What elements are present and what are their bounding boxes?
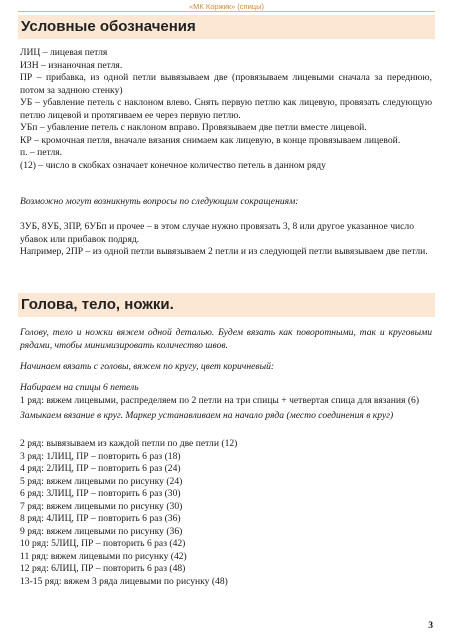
row-instruction: 5 ряд: вяжем лицевыми по рисунку (24) bbox=[20, 475, 183, 487]
legend-item: п. – петля. bbox=[20, 147, 63, 158]
legend-item: ПР – прибавка, из одной петли вывязываем две (провязываем лицевыми сначала за переднюю, потом за заднюю стенку) bbox=[20, 72, 432, 96]
page-number: 3 bbox=[428, 620, 433, 631]
section-title-body: Голова, тело, ножки. bbox=[18, 293, 435, 317]
row-instruction: 7 ряд: вяжем лицевыми по рисунку (30) bbox=[20, 500, 183, 512]
legend-item: КР – кромочная петля, вначале вязания снимаем как лицевую, в конце провязываем лицевой. bbox=[20, 134, 401, 146]
abbreviation-question: Возможно могут возникнуть вопросы по следующим сокращениям: bbox=[20, 196, 299, 207]
abbreviation-line: 3УБ, 8УБ, 3ПР, 6УБп и прочее – в этом случае нужно провязать 3, 8 или другое указанное число убавок или прибавок подряд. bbox=[20, 221, 414, 245]
row-instruction: 13-15 ряд: вяжем 3 ряда лицевыми по рисунку (48) bbox=[20, 575, 228, 587]
row-instruction: 1 ряд: вяжем лицевыми, распределяем по 2 петли на три спицы + четвертая спица для вязания (6) bbox=[20, 394, 420, 406]
legend-item: ЛИЦ – лицевая петля bbox=[20, 47, 108, 58]
rows-list bbox=[20, 438, 432, 588]
page-header: «МК Коржик» (спицы) bbox=[188, 2, 264, 11]
legend-item: ИЗН – изнаночная петля. bbox=[20, 59, 123, 71]
row-instruction: 9 ряд: вяжем лицевыми по рисунку (36) bbox=[20, 525, 183, 537]
row-instruction: 10 ряд: 5ЛИЦ, ПР – повторить 6 раз (42) bbox=[20, 538, 186, 549]
legend-item: (12) – число в скобках означает конечное количество петель в данном ряду bbox=[20, 159, 326, 171]
cast-on-note: Набираем на спицы 6 петель bbox=[20, 382, 139, 393]
abbreviation-notes bbox=[20, 221, 432, 259]
row-instruction: 11 ряд: вяжем лицевыми по рисунку (42) bbox=[20, 550, 187, 562]
row-instruction: 3 ряд: 1ЛИЦ, ПР – повторить 6 раз (18) bbox=[20, 450, 181, 462]
legend-list bbox=[20, 47, 432, 172]
intro-paragraph: Голову, тело и ножки вяжем одной деталью. Будем вязать как поворотными, так и круговыми рядами, чтобы минимизировать количество швов. bbox=[20, 327, 432, 351]
join-note: Замыкаем вязание в круг. Маркер устанавливаем на начало ряда (место соединения в круг) bbox=[20, 410, 394, 421]
abbreviation-line: Например, 2ПР – из одной петли вывязываем 2 петли и из следующей петли вывязываем две петли. bbox=[20, 246, 428, 257]
legend-item: УБ – убавление петель с наклоном влево. Снять первую петлю как лицевую, провязать следующую петлю лицевой и протягиваем ее через первую петлю. bbox=[20, 97, 432, 121]
section-title-legend: Условные обозначения bbox=[18, 15, 435, 39]
start-note: Начинаем вязать с головы, вяжем по кругу, цвет коричневый: bbox=[20, 361, 275, 372]
row-instruction: 6 ряд: 3ЛИЦ, ПР – повторить 6 раз (30) bbox=[20, 488, 181, 499]
row-instruction: 2 ряд: вывязываем из каждой петли по две петли (12) bbox=[20, 438, 238, 449]
cast-on-block bbox=[20, 382, 432, 407]
row-instruction: 12 ряд: 6ЛИЦ, ПР – повторить 6 раз (48) bbox=[20, 563, 186, 574]
legend-item: УБп – убавление петель с наклоном вправо. Провязываем две петли вместе лицевой. bbox=[20, 122, 367, 133]
row-instruction: 4 ряд: 2ЛИЦ, ПР – повторить 6 раз (24) bbox=[20, 463, 181, 474]
header-divider bbox=[18, 11, 435, 12]
row-instruction: 8 ряд: 4ЛИЦ, ПР – повторить 6 раз (36) bbox=[20, 513, 181, 524]
